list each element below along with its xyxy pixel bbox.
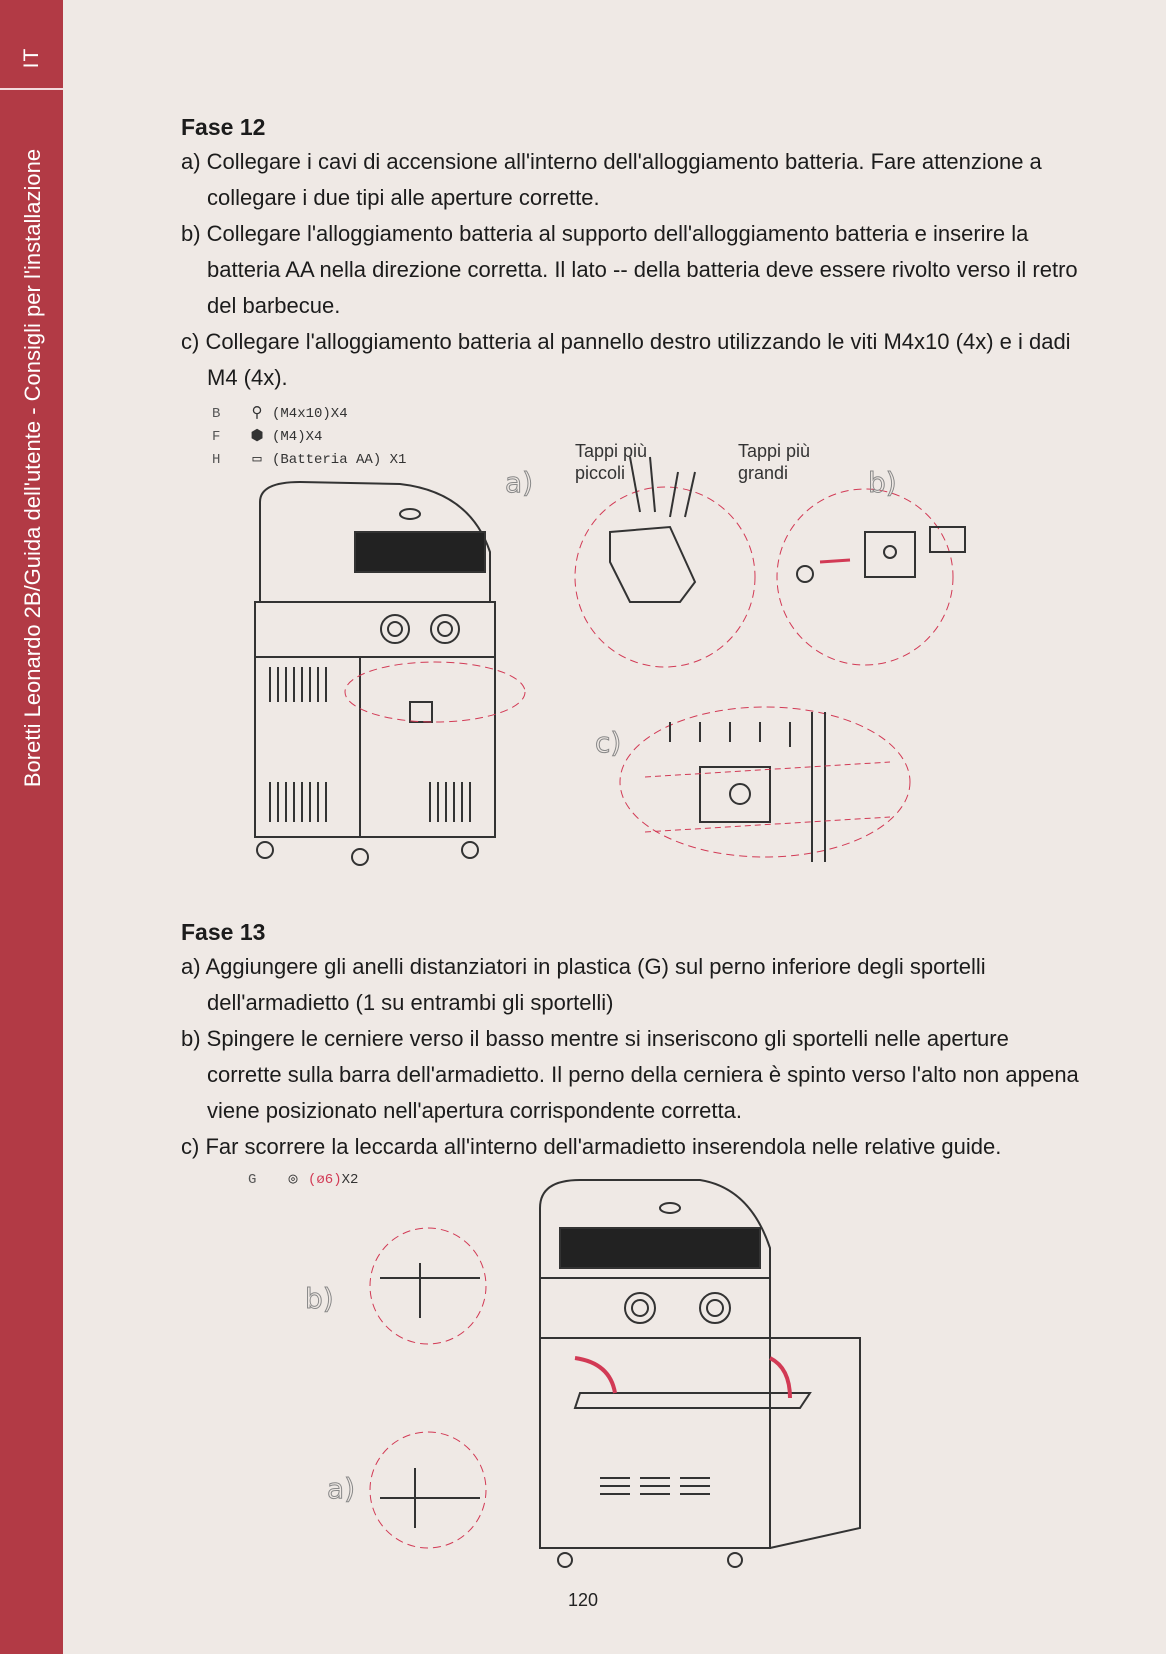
part-b: B ⚲ (M4x10)X4 — [212, 402, 406, 425]
step-13 — [181, 915, 1081, 1165]
screw-icon: ⚲ — [251, 405, 263, 422]
page-number: 120 — [567, 1590, 599, 1610]
drip-tray — [575, 1393, 810, 1408]
battery-housing-mounted — [700, 767, 770, 822]
step-13-figure — [230, 1168, 890, 1588]
step-13-item-c: c) Far scorrere la leccarda all'interno dell'armadietto inserendola nelle relative guide. — [181, 1134, 1002, 1159]
lid-window — [355, 532, 485, 572]
lid-handle — [400, 509, 420, 519]
label-a: a) — [505, 466, 534, 499]
knob-right — [431, 615, 459, 643]
step-13-list — [181, 949, 1081, 1165]
step-13-item-a: a) Aggiungere gli anelli distanziatori in plastica (G) sul perno inferiore degli sportelli dell'armadietto (1 su entrambi gli sportelli) — [181, 954, 986, 1015]
detail-circle-c — [620, 707, 910, 857]
step-12-title: Fase 12 — [181, 114, 266, 140]
sidebar-title: Boretti Leonardo 2B/Guida dell'utente - Consigli per l'installazione — [20, 148, 45, 788]
knob-left — [381, 615, 409, 643]
main-content — [181, 110, 1081, 396]
main-content-2 — [181, 915, 1081, 1165]
step-12-figure — [200, 402, 1000, 902]
step-12-list — [181, 144, 1081, 396]
label-c: c) — [595, 726, 622, 759]
callout-small-caps: Tappi più piccoli — [575, 441, 648, 483]
callout-large-caps: Tappi più grandi — [738, 441, 811, 483]
washer-icon: ◎ — [288, 1171, 298, 1188]
detail-circle-13-b — [370, 1228, 486, 1344]
part-h: H ▭ (Batteria AA) X1 — [212, 448, 406, 471]
part-f: F ⬢ (M4)X4 — [212, 425, 406, 448]
step-12-item-c: c) Collegare l'alloggiamento batteria al pannello destro utilizzando le viti M4x10 (4x) e i dadi M4 (4x). — [181, 329, 1071, 390]
nut-icon: ⬢ — [250, 428, 264, 445]
step-12-illustration — [200, 402, 1000, 902]
battery-housing — [410, 702, 432, 722]
detail-circle-13-a — [370, 1432, 486, 1548]
detail-circle-a — [575, 487, 755, 667]
language-tab — [0, 0, 63, 90]
label-13-a: a) — [327, 1472, 356, 1505]
label-13-b: b) — [305, 1282, 334, 1315]
step-13-illustration — [230, 1168, 890, 1588]
step-12-item-a: a) Collegare i cavi di accensione all'interno dell'alloggiamento batteria. Fare attenzione a collegare i due tipi alle aperture corrette. — [181, 149, 1042, 210]
step-12-item-b: b) Collegare l'alloggiamento batteria al supporto dell'alloggiamento batteria e inserire la batteria AA nella direzione corretta. Il lato -- della batteria deve essere rivolto verso il retro del barbecue. — [181, 221, 1078, 318]
cabinet-body — [255, 657, 495, 837]
step-13-item-b: b) Spingere le cerniere verso il basso mentre si inseriscono gli sportelli nelle aperture corrette sulla barra dell'armadietto. Il perno della cerniera è spinto verso l'alto non appena viene posizionato nell'apertura corrispondente corretta. — [181, 1026, 1079, 1123]
step-12 — [181, 110, 1081, 396]
ignition-box — [610, 527, 695, 602]
label-b: b) — [868, 466, 897, 499]
step-13-title: Fase 13 — [181, 919, 266, 945]
language-label: IT — [19, 47, 43, 69]
sidebar — [0, 0, 63, 1654]
part-g: G ◎ (ø6)X2 — [248, 1168, 358, 1191]
battery-icon: ▭ — [252, 451, 262, 468]
cabinet-body-13 — [540, 1338, 770, 1548]
battery-bracket — [865, 532, 915, 577]
